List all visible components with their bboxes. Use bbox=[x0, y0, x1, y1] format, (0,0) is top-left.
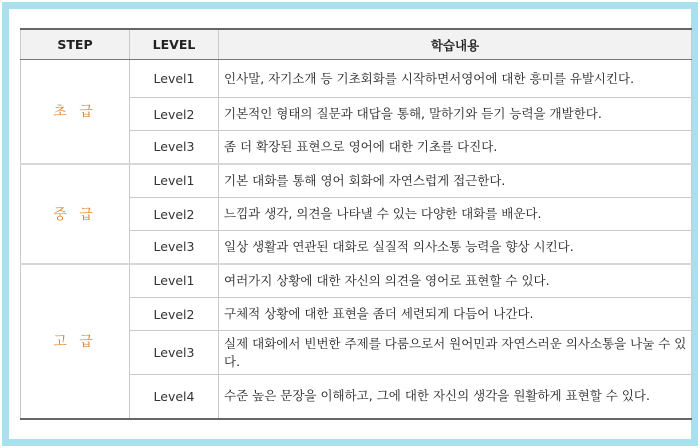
header-level: LEVEL bbox=[130, 29, 219, 60]
content-cell: 느낌과 생각, 의견을 나타낼 수 있는 다양한 대화를 배운다. bbox=[219, 198, 692, 231]
level-cell: Level3 bbox=[130, 131, 219, 164]
level-cell: Level1 bbox=[130, 60, 219, 98]
step-beginner: 초 급 bbox=[21, 60, 130, 164]
header-step: STEP bbox=[21, 29, 130, 60]
content-cell: 기본적인 형태의 질문과 대답을 통해, 말하기와 듣기 능력을 개발한다. bbox=[219, 98, 692, 131]
table-frame bbox=[2, 2, 698, 446]
step-intermediate: 중 급 bbox=[21, 164, 130, 264]
step-advanced: 고 급 bbox=[21, 264, 130, 419]
table-row bbox=[21, 164, 692, 198]
level-cell: Level3 bbox=[130, 331, 219, 375]
content-cell: 여러가지 상황에 대한 자신의 의견을 영어로 표현할 수 있다. bbox=[219, 264, 692, 298]
level-cell: Level3 bbox=[130, 231, 219, 264]
content-cell: 좀 더 확장된 표현으로 영어에 대한 기초를 다진다. bbox=[219, 131, 692, 164]
content-cell: 구체적 상황에 대한 표현을 좀더 세련되게 다듬어 나간다. bbox=[219, 298, 692, 331]
content-cell: 기본 대화를 통해 영어 회화에 자연스럽게 접근한다. bbox=[219, 164, 692, 198]
content-cell: 일상 생활과 연관된 대화로 실질적 의사소통 능력을 향상 시킨다. bbox=[219, 231, 692, 264]
level-cell: Level2 bbox=[130, 198, 219, 231]
content-cell: 실제 대화에서 빈번한 주제를 다룸으로서 원어민과 자연스러운 의사소통을 나눌 수 있다. bbox=[219, 331, 692, 375]
level-cell: Level2 bbox=[130, 98, 219, 131]
level-cell: Level1 bbox=[130, 164, 219, 198]
header-row bbox=[21, 29, 692, 60]
content-cell: 인사말, 자기소개 등 기초회화를 시작하면서영어에 대한 흥미를 유발시킨다. bbox=[219, 60, 692, 98]
curriculum-table bbox=[20, 28, 692, 420]
table-row bbox=[21, 60, 692, 98]
table-row bbox=[21, 264, 692, 298]
level-cell: Level1 bbox=[130, 264, 219, 298]
content-cell: 수준 높은 문장을 이해하고, 그에 대한 자신의 생각을 원활하게 표현할 수 있다. bbox=[219, 375, 692, 419]
level-cell: Level2 bbox=[130, 298, 219, 331]
header-content: 학습내용 bbox=[219, 29, 692, 60]
level-cell: Level4 bbox=[130, 375, 219, 419]
